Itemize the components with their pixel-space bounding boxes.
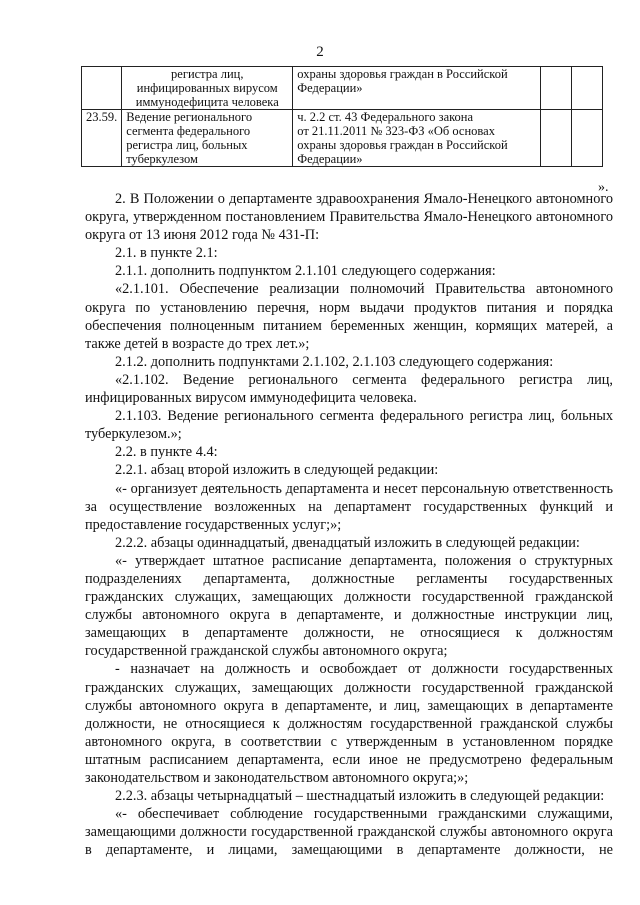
table-cell-number: 23.59. bbox=[82, 110, 122, 167]
table-cell-empty bbox=[572, 110, 603, 167]
cell-line: охраны здоровья граждан в Российской bbox=[297, 138, 508, 152]
paragraph: 2.2.2. абзацы одиннадцатый, двенадцатый изложить в следующей редакции: bbox=[115, 534, 580, 551]
cell-line: Ведение регионального bbox=[126, 110, 253, 124]
paragraph: 2.2.1. абзац второй изложить в следующей редакции: bbox=[115, 462, 439, 479]
paragraph: «- утверждает штатное расписание департамента, положения о структурных подразделениях департамента, должностные регламенты государственных гражданских служащих, замещающих должности государственной гражданской службы автономного округа в департаменте, и должностные инструкции лиц, замещающих в департаменте должности, не относящиеся к должностям государственной гражданской службы автономного округа; bbox=[85, 552, 613, 660]
paragraph: 2.2.3. абзацы четырнадцатый – шестнадцатый изложить в следующей редакции: bbox=[115, 788, 605, 805]
table-cell-empty bbox=[572, 67, 603, 110]
paragraph: 2.1. в пункте 2.1: bbox=[115, 245, 218, 262]
paragraph: «- организует деятельность департамента и несет персональную ответственность за осуществление возложенных на департамент государственных функций и предоставление государственных услуг;»; bbox=[85, 480, 613, 533]
cell-line: сегмента федерального bbox=[126, 124, 251, 138]
cell-line: Федерации» bbox=[297, 81, 363, 95]
paragraph: 2.1.1. дополнить подпунктом 2.1.101 следующего содержания: bbox=[115, 263, 496, 280]
paragraph: 2. В Положении о департаменте здравоохранения Ямало-Ненецкого автономного округа, утвержденном постановлением Правительства Ямало-Ненецкого автономного округа от 13 июня 2012 года № 431-П: bbox=[85, 191, 613, 244]
table-cell-empty bbox=[541, 67, 572, 110]
cell-line: охраны здоровья граждан в Российской bbox=[297, 67, 508, 81]
cell-line: от 21.11.2011 № 323-ФЗ «Об основах bbox=[297, 124, 495, 138]
paragraph: «2.1.102. Ведение регионального сегмента федерального регистра лиц, инфицированных вирусом иммунодефицита человека. bbox=[85, 371, 613, 407]
table-cell-name bbox=[122, 110, 293, 167]
cell-line: регистра лиц, bbox=[171, 67, 244, 81]
registry-table bbox=[81, 66, 603, 167]
paragraph: - назначает на должность и освобождает от должности государственных гражданских служащих, замещающих должности государственной гражданской службы автономного округа в департаменте, и лиц, замещающих в департаменте должности, не относящиеся к должностям государственной гражданской службы автономного округа, в соответствии с утвержденным в установленном порядке штатным расписанием департамента, если иное не предусмотрено федеральным законодательством и законодательством автономного округа;»; bbox=[85, 661, 613, 786]
cell-line: туберкулезом bbox=[126, 152, 198, 166]
paragraph: «- обеспечивает соблюдение государственными гражданскими служащими, замещающими должности государственной гражданской службы автономного округа в департаменте, и лицами, замещающими в департаменте должности, не bbox=[85, 806, 613, 859]
table-row bbox=[82, 67, 603, 110]
cell-line: инфицированных вирусом bbox=[136, 81, 278, 95]
table-cell-empty bbox=[541, 110, 572, 167]
table-cell-name bbox=[122, 67, 293, 110]
paragraph: 2.1.103. Ведение регионального сегмента федерального регистра лиц, больных туберкулезом.»; bbox=[85, 408, 613, 443]
paragraph: 2.1.2. дополнить подпунктами 2.1.102, 2.1.103 следующего содержания: bbox=[115, 353, 554, 370]
cell-line: регистра лиц, больных bbox=[126, 138, 248, 152]
document-body bbox=[85, 190, 613, 859]
table-cell-basis bbox=[293, 67, 541, 110]
table-closing-quote: ». bbox=[598, 180, 609, 195]
paragraph: 2.2. в пункте 4.4: bbox=[115, 444, 218, 461]
table-cell-number bbox=[82, 67, 122, 110]
table-row bbox=[82, 110, 603, 167]
page-number: 2 bbox=[316, 44, 324, 60]
cell-line: иммунодефицита человека bbox=[135, 95, 279, 109]
cell-line: Федерации» bbox=[297, 152, 363, 166]
paragraph: «2.1.101. Обеспечение реализации полномочий Правительства автономного округа по установлению перечня, норм выдачи продуктов питания и порядка обеспечения полноценным питанием беременных женщин, кормящих матерей, а также детей в возрасте до трех лет.»; bbox=[85, 281, 613, 352]
table-cell-basis bbox=[293, 110, 541, 167]
cell-line: ч. 2.2 ст. 43 Федерального закона bbox=[297, 110, 474, 124]
